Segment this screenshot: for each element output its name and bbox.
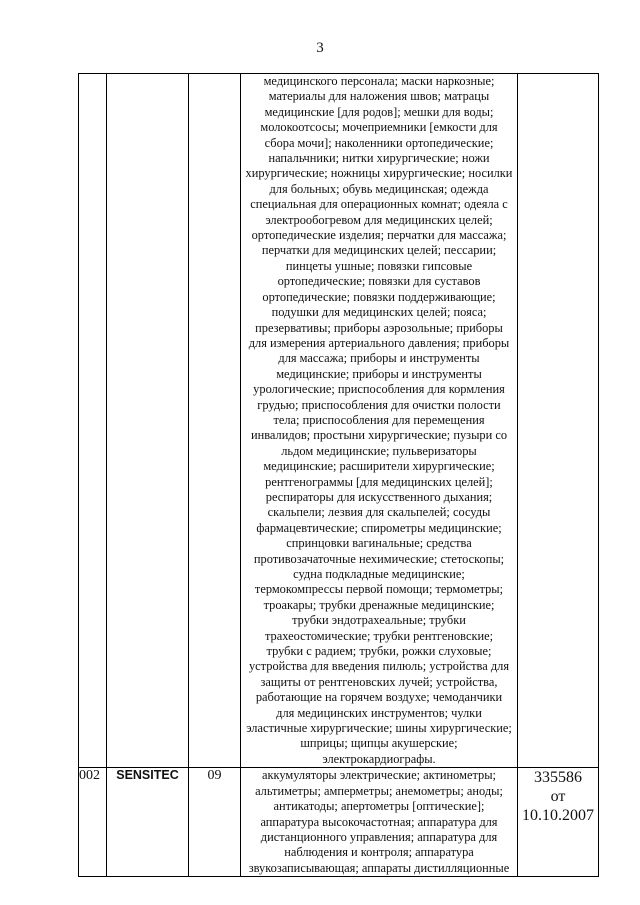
trademark-cell xyxy=(107,74,189,768)
registration-date: 10.10.2007 xyxy=(522,807,594,825)
registration-from: от xyxy=(550,788,566,806)
trademark-cell: SENSITEC xyxy=(107,768,189,877)
row-number-cell xyxy=(79,74,107,768)
table-row xyxy=(79,768,599,877)
class-cell xyxy=(189,74,241,768)
registration-cell xyxy=(518,74,599,768)
goods-list-cell: медицинского персонала; маски наркозные; материалы для наложения швов; матрацы медицинские [для родов]; мешки для воды; молокоотсосы; мочеприемники [емкости для сбора мочи]; наколенники ортопедические; напальчники; нитки хирургические; ножи хирургические; ножницы хирургические; носилки для больных; обувь медицинская; одежда специальная для операционных комнат; одеяла с электрообогревом для медицинских целей; ортопедические изделия; перчатки для массажа; перчатки для медицинских целей; пессарии; пинцеты ушные; повязки гипсовые ортопедические; повязки для суставов ортопедические; повязки поддерживающие; подушки для медицинских целей; пояса; презервативы; приборы аэрозольные; приборы для измерения артериального давления; приборы для массажа; приборы и инструменты медицинские; приборы и инструменты урологические; приспособления для кормления грудью; приспособления для очистки полости тела; приспособления для перемещения инвалидов; простыни хирургические; пузыри со льдом медицинские; пульверизаторы медицинские; расширители хирургические; рентгенограммы [для медицинских целей]; респираторы для искусственного дыхания; скальпели; лезвия для скальпелей; сосуды фармацевтические; спирометры медицинские; спринцовки вагинальные; средства противозачаточные нехимические; стетоскопы; судна подкладные медицинские; термокомпрессы первой помощи; термометры; троакары; трубки дренажные медицинские; трубки эндотрахеальные; трубки трахеостомические; трубки рентгеновские; трубки с радием; трубки, рожки слуховые; устройства для введения пилюль; устройства для защиты от рентгеновских лучей; устройства, работающие на горячем воздухе; чемоданчики для медицинских инструментов; чулки эластичные хирургические; шины хирургические; шприцы; щипцы акушерские; электрокардиографы. xyxy=(241,74,518,768)
table-row xyxy=(79,74,599,768)
registration-number: 335586 xyxy=(534,769,582,787)
goods-list-cell: аккумуляторы электрические; актинометры; альтиметры; амперметры; анемометры; аноды; антикатоды; апертометры [оптические]; аппаратура высокочастотная; аппаратура для дистанционного управления; аппаратура для наблюдения и контроля; аппаратура звукозаписывающая; аппараты дистилляционные xyxy=(241,768,518,877)
trademark-table xyxy=(78,73,599,877)
page-number: 3 xyxy=(316,40,324,56)
class-cell: 09 xyxy=(189,768,241,877)
registration-cell xyxy=(518,768,599,877)
row-number-cell: 002 xyxy=(79,768,107,877)
